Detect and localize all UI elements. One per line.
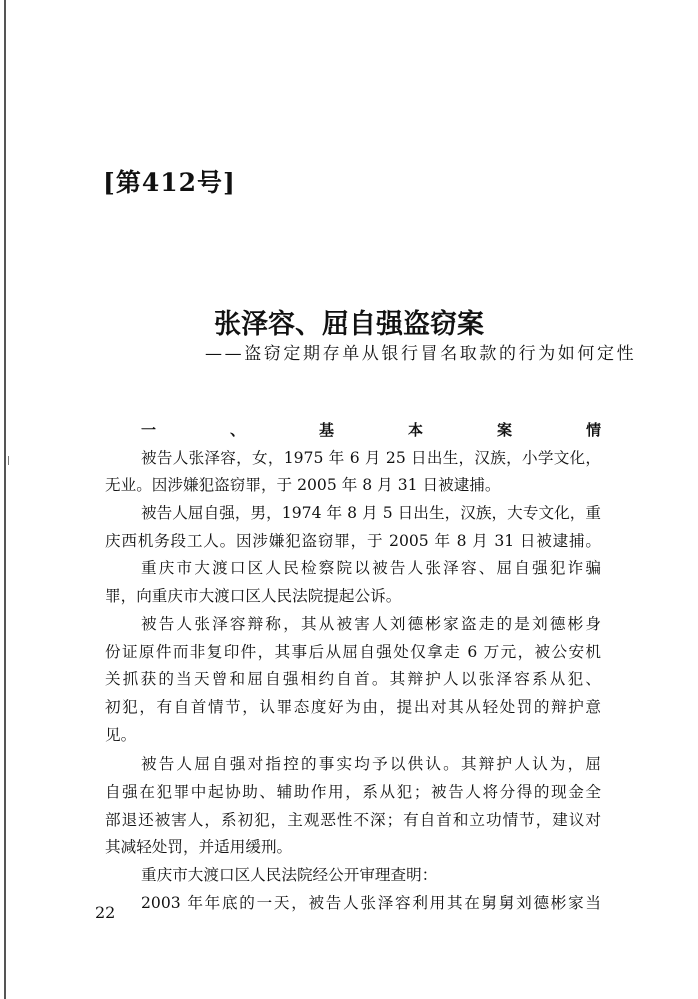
page-edge <box>4 0 6 999</box>
scan-mark <box>8 456 9 465</box>
text-line: 无业。因涉嫌犯盗窃罪，于 2005 年 8 月 31 日被逮捕。 <box>105 476 501 495</box>
text-line: 部退还被害人，系初犯，主观恶性不深；有自首和立功情节，建议对 <box>105 810 601 829</box>
text-line: 2003 年年底的一天，被告人张泽容利用其在舅舅刘德彬家当 <box>141 893 601 912</box>
case-title: 张泽容、屈自强盗窃案 <box>214 309 484 340</box>
text-line: 份证原件而非复印件，其事后从屈自强处仅拿走 6 万元，被公安机 <box>105 642 601 661</box>
text-line: 被告人张泽容，女，1975 年 6 月 25 日出生，汉族，小学文化， <box>141 448 601 467</box>
body-text <box>105 417 601 917</box>
text-line: 罪，向重庆市大渡口区人民法院提起公诉。 <box>105 587 402 606</box>
text-line: 初犯，有自首情节，认罪态度好为由，提出对其从轻处罚的辩护意 <box>105 697 601 716</box>
page-number: 22 <box>95 903 116 922</box>
text-line: 被告人张泽容辩称，其从被害人刘德彬家盗走的是刘德彬身 <box>141 614 601 633</box>
text-line: 被告人屈自强，男，1974 年 8 月 5 日出生，汉族，大专文化，重 <box>141 504 601 523</box>
text-line: 见。 <box>105 725 137 744</box>
text-line: 重庆市大渡口区人民检察院以被告人张泽容、屈自强犯诈骗 <box>141 559 601 578</box>
text-line: 自强在犯罪中起协助、辅助作用，系从犯；被告人将分得的现金全 <box>105 782 601 801</box>
section-heading: 一、基本案情 <box>141 421 601 439</box>
text-line: 重庆市大渡口区人民法院经公开审理查明： <box>141 866 438 884</box>
text-line: 被告人屈自强对指控的事实均予以供认。其辩护人认为，屈 <box>141 755 601 774</box>
case-number: [第412号] <box>103 168 236 197</box>
text-line: 其减轻处罚，并适用缓刑。 <box>105 838 293 857</box>
text-line: 关抓获的当天曾和屈自强相约自首。其辩护人以张泽容系从犯、 <box>105 670 601 689</box>
text-line: 庆西机务段工人。因涉嫌犯盗窃罪，于 2005 年 8 月 31 日被逮捕。 <box>105 531 601 550</box>
case-subtitle: ——盗窃定期存单从银行冒名取款的行为如何定性 <box>205 344 637 364</box>
